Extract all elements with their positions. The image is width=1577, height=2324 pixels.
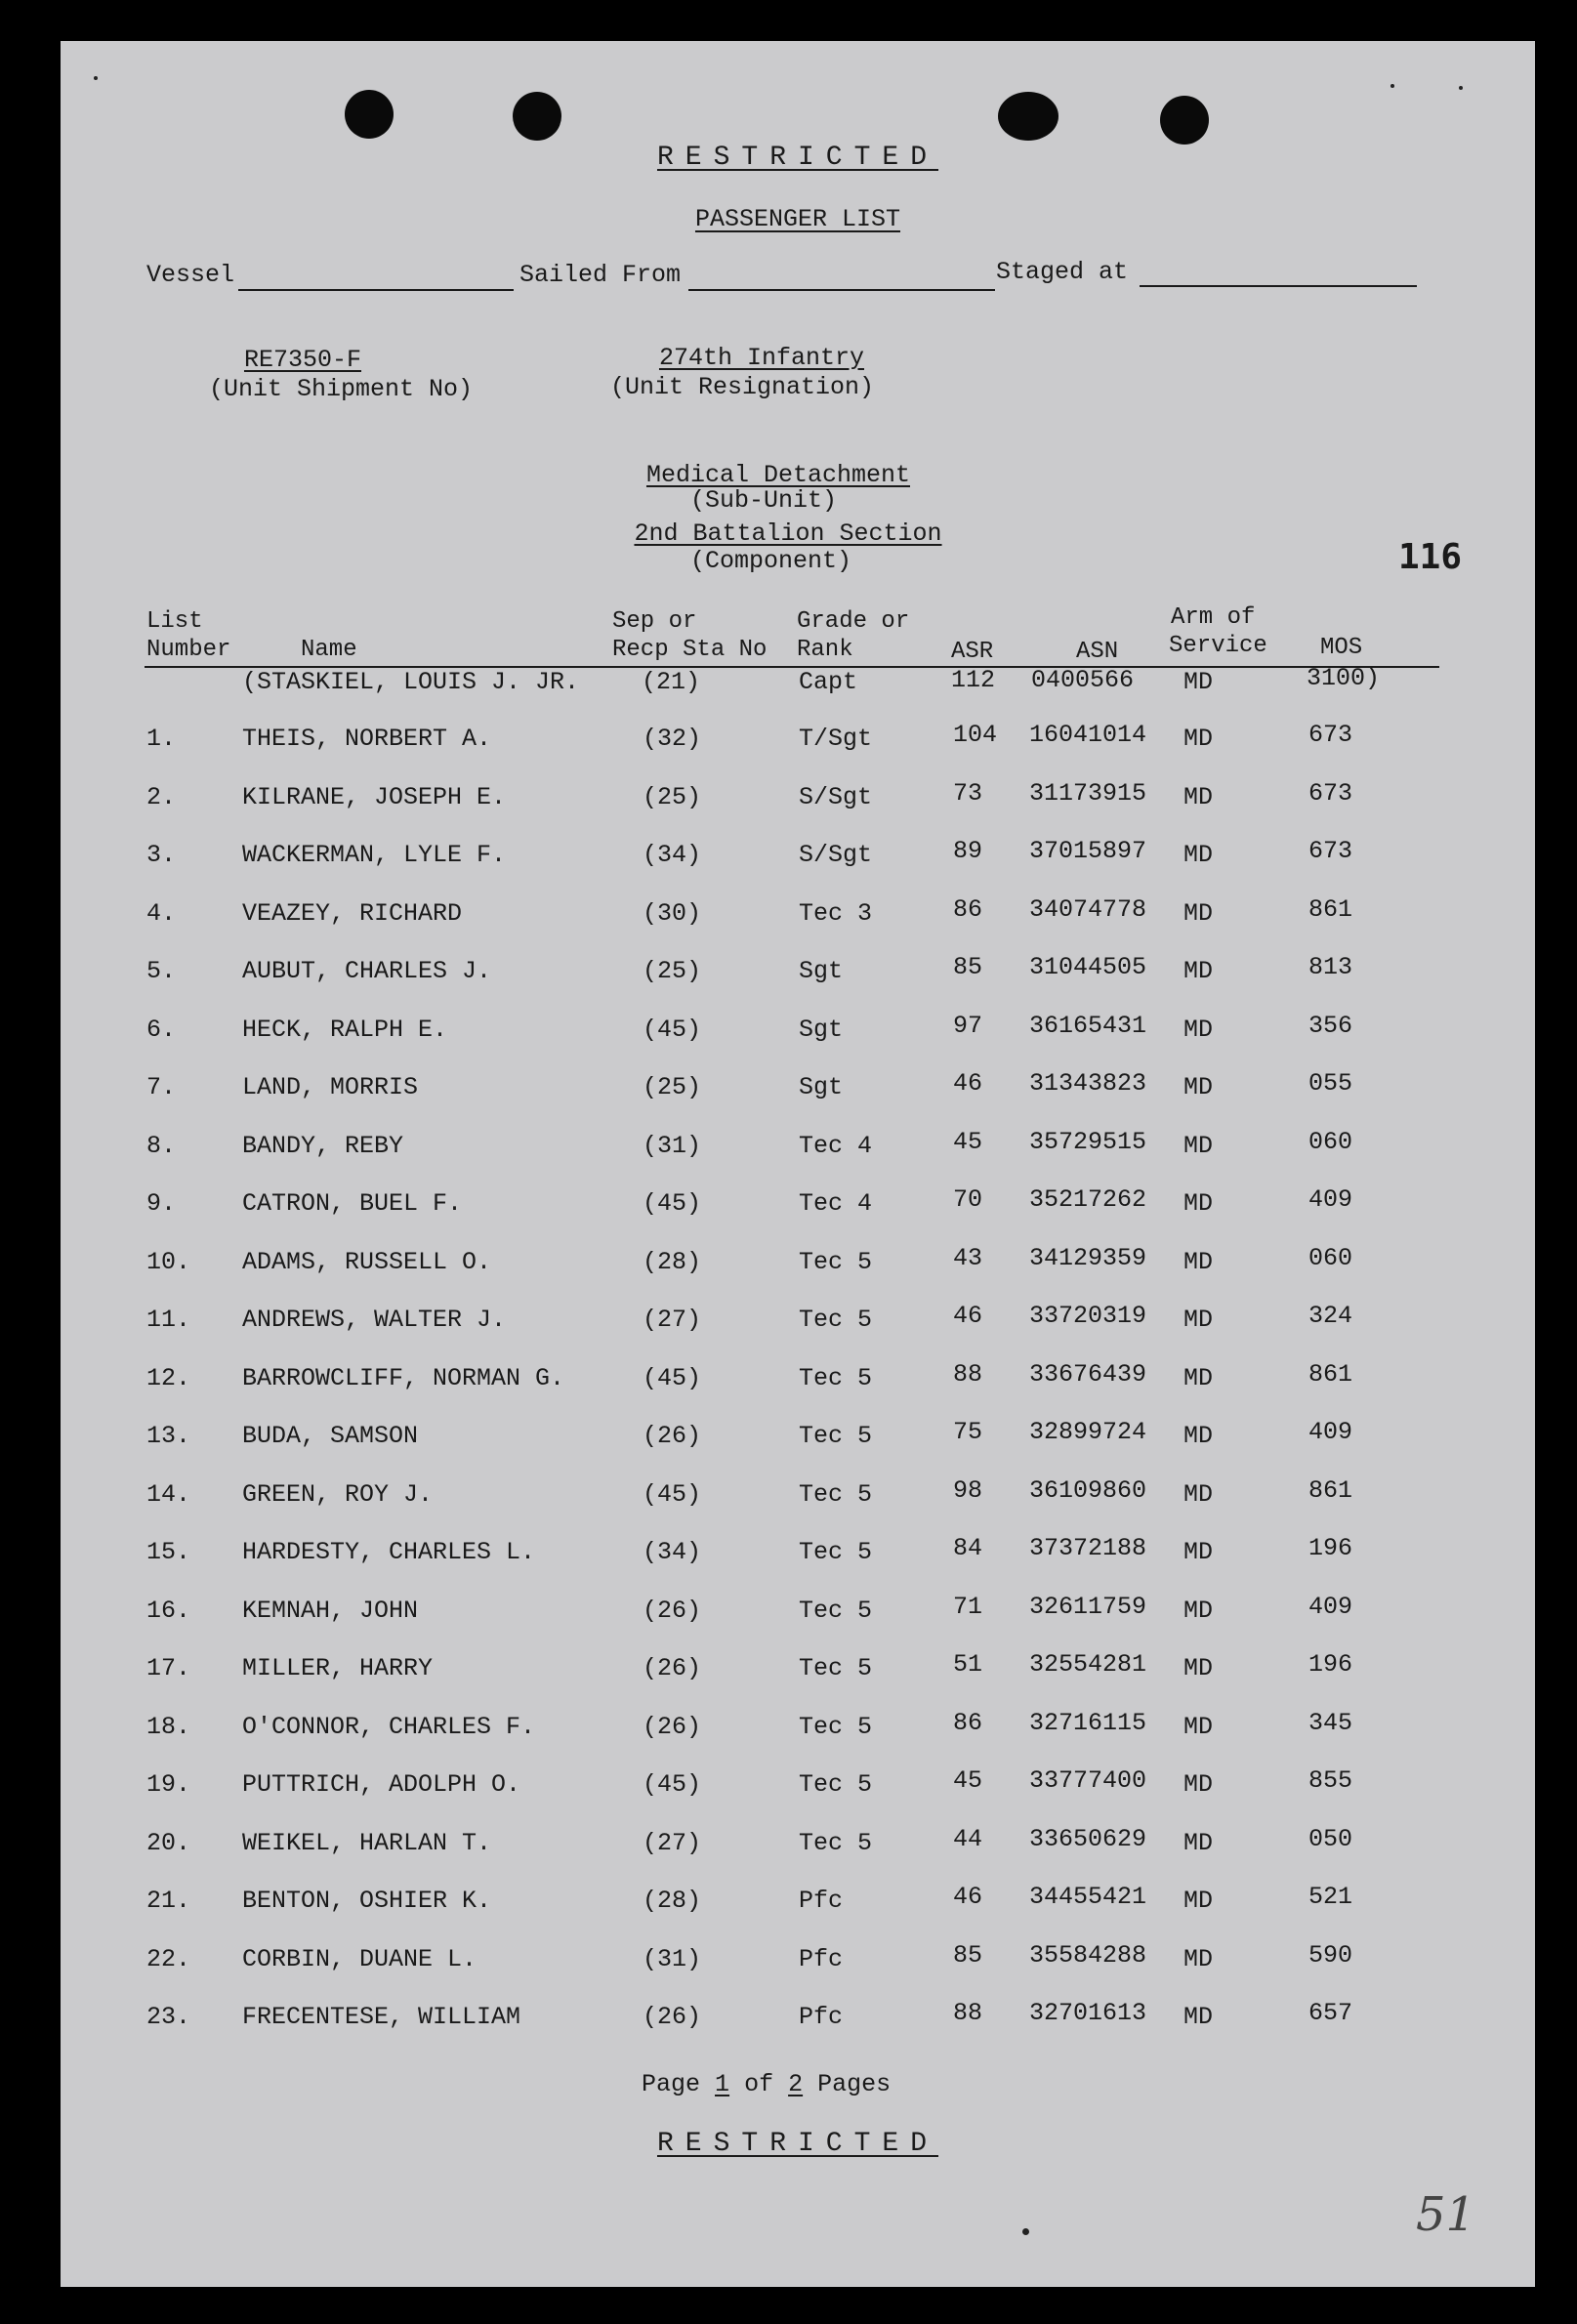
row-number: 14. <box>146 1480 191 1509</box>
row-number: 12. <box>146 1364 191 1392</box>
row-number: 20. <box>146 1829 191 1857</box>
row-asr: 70 <box>953 1185 983 1214</box>
row-mos: 050 <box>1308 1825 1353 1853</box>
row-name: ADAMS, RUSSELL O. <box>242 1248 492 1276</box>
row-mos: 356 <box>1308 1012 1353 1040</box>
officer-mos: 3100) <box>1307 664 1381 692</box>
col-name: Name <box>301 637 357 663</box>
row-sep: (25) <box>643 957 702 985</box>
row-arm: MD <box>1183 957 1214 985</box>
row-asr: 46 <box>953 1069 983 1098</box>
sub-unit-caption: (Sub-Unit) <box>690 486 838 515</box>
row-sep: (31) <box>643 1945 702 1973</box>
row-sep: (25) <box>643 1073 702 1101</box>
row-number: 1. <box>146 725 177 753</box>
row-sep: (25) <box>643 783 702 811</box>
unit-designation: 274th Infantry <box>658 344 865 372</box>
row-asn: 16041014 <box>1029 721 1147 749</box>
row-name: PUTTRICH, ADOLPH O. <box>242 1770 521 1799</box>
row-grade: Tec 5 <box>799 1538 873 1566</box>
row-grade: Tec 5 <box>799 1480 873 1509</box>
row-sep: (28) <box>643 1887 702 1915</box>
row-asr: 104 <box>953 721 998 749</box>
row-grade: Tec 5 <box>799 1597 873 1625</box>
row-name: KILRANE, JOSEPH E. <box>242 783 507 811</box>
row-arm: MD <box>1183 1016 1214 1044</box>
unit-designation-caption: (Unit Resignation) <box>610 373 875 401</box>
row-sep: (26) <box>643 1654 702 1682</box>
speck <box>94 76 98 80</box>
row-arm: MD <box>1183 1654 1214 1682</box>
row-name: LAND, MORRIS <box>242 1073 419 1101</box>
row-asn: 31044505 <box>1029 953 1147 981</box>
row-name: MILLER, HARRY <box>242 1654 434 1682</box>
pages-word: Pages <box>817 2070 892 2098</box>
row-sep: (34) <box>643 1538 702 1566</box>
row-mos: 521 <box>1308 1883 1353 1911</box>
row-asn: 34455421 <box>1029 1883 1147 1911</box>
row-arm: MD <box>1183 1713 1214 1741</box>
row-sep: (45) <box>643 1189 702 1218</box>
row-asr: 43 <box>953 1244 983 1272</box>
row-asr: 46 <box>953 1302 983 1330</box>
officer-grade: Capt <box>799 668 858 696</box>
row-asn: 32899724 <box>1029 1418 1147 1446</box>
row-asr: 98 <box>953 1476 983 1505</box>
col-asn: ASN <box>1076 639 1119 665</box>
row-name: HARDESTY, CHARLES L. <box>242 1538 536 1566</box>
row-sep: (26) <box>643 1597 702 1625</box>
col-asr: ASR <box>951 639 994 665</box>
row-number: 10. <box>146 1248 191 1276</box>
row-mos: 409 <box>1308 1418 1353 1446</box>
row-mos: 861 <box>1308 1476 1353 1505</box>
row-asr: 86 <box>953 1709 983 1737</box>
row-sep: (45) <box>643 1770 702 1799</box>
row-arm: MD <box>1183 1538 1214 1566</box>
row-grade: Tec 5 <box>799 1654 873 1682</box>
row-asn: 36165431 <box>1029 1012 1147 1040</box>
row-number: 8. <box>146 1132 177 1160</box>
vessel-label: Vessel <box>146 261 235 289</box>
officer-name: (STASKIEL, LOUIS J. JR. <box>242 668 580 696</box>
component-caption: (Component) <box>690 547 852 575</box>
row-name: BANDY, REBY <box>242 1132 404 1160</box>
row-name: O'CONNOR, CHARLES F. <box>242 1713 536 1741</box>
row-asr: 45 <box>953 1128 983 1156</box>
row-asn: 35217262 <box>1029 1185 1147 1214</box>
row-mos: 324 <box>1308 1302 1353 1330</box>
row-grade: S/Sgt <box>799 783 873 811</box>
row-number: 11. <box>146 1306 191 1334</box>
unit-shipment-block <box>195 346 410 374</box>
row-mos: 813 <box>1308 953 1353 981</box>
row-number: 5. <box>146 957 177 985</box>
row-arm: MD <box>1183 1248 1214 1276</box>
of-word: of <box>744 2070 774 2098</box>
row-asr: 46 <box>953 1883 983 1911</box>
staged-at-blank <box>1140 285 1417 287</box>
row-arm: MD <box>1183 725 1214 753</box>
row-number: 23. <box>146 2003 191 2031</box>
col-arm-line2: Service <box>1169 633 1267 659</box>
row-name: CORBIN, DUANE L. <box>242 1945 477 1973</box>
page-word: Page <box>642 2070 701 2098</box>
row-asr: 86 <box>953 895 983 924</box>
col-arm-of-service <box>1169 603 1267 660</box>
row-grade: Sgt <box>799 1016 844 1044</box>
row-asn: 33777400 <box>1029 1766 1147 1795</box>
row-number: 9. <box>146 1189 177 1218</box>
row-arm: MD <box>1183 1887 1214 1915</box>
sub-unit: Medical Detachment <box>645 461 911 489</box>
row-arm: MD <box>1183 1480 1214 1509</box>
row-asn: 31343823 <box>1029 1069 1147 1098</box>
vessel-blank <box>238 289 514 291</box>
row-name: WACKERMAN, LYLE F. <box>242 841 507 869</box>
row-grade: Tec 3 <box>799 899 873 928</box>
staged-at-label: Staged at <box>996 258 1129 286</box>
row-asn: 35584288 <box>1029 1941 1147 1970</box>
row-asn: 37015897 <box>1029 837 1147 865</box>
row-sep: (45) <box>643 1364 702 1392</box>
row-name: CATRON, BUEL F. <box>242 1189 463 1218</box>
row-grade: Pfc <box>799 1945 844 1973</box>
officer-sep: (21) <box>642 668 701 696</box>
row-mos: 345 <box>1308 1709 1353 1737</box>
row-asr: 73 <box>953 779 983 808</box>
col-list-number-line2: Number <box>146 637 231 663</box>
row-grade: Tec 5 <box>799 1306 873 1334</box>
row-asr: 89 <box>953 837 983 865</box>
row-mos: 590 <box>1308 1941 1353 1970</box>
row-name: BARROWCLIFF, NORMAN G. <box>242 1364 565 1392</box>
row-number: 2. <box>146 783 177 811</box>
row-sep: (26) <box>643 2003 702 2031</box>
officer-arm: MD <box>1183 668 1214 696</box>
row-mos: 673 <box>1308 837 1353 865</box>
row-arm: MD <box>1183 841 1214 869</box>
col-mos: MOS <box>1320 635 1363 661</box>
col-sep-line2: Recp Sta No <box>612 637 768 663</box>
row-mos: 196 <box>1308 1534 1353 1562</box>
row-asr: 51 <box>953 1650 983 1679</box>
page-number: 1 <box>715 2070 730 2098</box>
col-sep-line1: Sep or <box>612 608 697 635</box>
col-list-number <box>146 607 230 664</box>
row-asn: 36109860 <box>1029 1476 1147 1505</box>
row-asr: 88 <box>953 1360 983 1389</box>
row-grade: T/Sgt <box>799 725 873 753</box>
row-sep: (45) <box>643 1016 702 1044</box>
officer-asn: 0400566 <box>1031 666 1135 694</box>
component-block <box>588 519 988 548</box>
row-asn: 33650629 <box>1029 1825 1147 1853</box>
row-asn: 32716115 <box>1029 1709 1147 1737</box>
row-asn: 33720319 <box>1029 1302 1147 1330</box>
row-number: 4. <box>146 899 177 928</box>
row-sep: (30) <box>643 899 702 928</box>
row-sep: (27) <box>643 1306 702 1334</box>
row-asn: 33676439 <box>1029 1360 1147 1389</box>
row-arm: MD <box>1183 1597 1214 1625</box>
row-grade: Tec 4 <box>799 1132 873 1160</box>
row-mos: 657 <box>1308 1999 1353 2027</box>
row-number: 6. <box>146 1016 177 1044</box>
row-arm: MD <box>1183 783 1214 811</box>
row-number: 7. <box>146 1073 177 1101</box>
row-arm: MD <box>1183 1132 1214 1160</box>
row-arm: MD <box>1183 1073 1214 1101</box>
row-asn: 37372188 <box>1029 1534 1147 1562</box>
row-name: VEAZEY, RICHARD <box>242 899 463 928</box>
stamp-number: 116 <box>1398 537 1463 577</box>
row-name: BENTON, OSHIER K. <box>242 1887 492 1915</box>
row-asr: 75 <box>953 1418 983 1446</box>
punch-hole <box>1160 96 1209 145</box>
row-name: BUDA, SAMSON <box>242 1422 419 1450</box>
row-asn: 32611759 <box>1029 1593 1147 1621</box>
row-sep: (31) <box>643 1132 702 1160</box>
page-title: PASSENGER LIST <box>694 205 901 233</box>
row-grade: Sgt <box>799 957 844 985</box>
row-asr: 84 <box>953 1534 983 1562</box>
col-list-number-line1: List <box>146 608 203 635</box>
speck <box>1022 2228 1029 2235</box>
row-number: 18. <box>146 1713 191 1741</box>
punch-hole <box>345 90 394 139</box>
row-mos: 855 <box>1308 1766 1353 1795</box>
row-sep: (32) <box>643 725 702 753</box>
row-mos: 060 <box>1308 1244 1353 1272</box>
document-page <box>61 41 1535 2287</box>
row-arm: MD <box>1183 899 1214 928</box>
row-asr: 85 <box>953 953 983 981</box>
unit-shipment-caption: (Unit Shipment No) <box>209 375 474 403</box>
col-sep-recp <box>612 607 767 664</box>
sub-unit-block <box>607 461 949 489</box>
row-number: 17. <box>146 1654 191 1682</box>
row-arm: MD <box>1183 2003 1214 2031</box>
row-mos: 055 <box>1308 1069 1353 1098</box>
row-grade: Tec 5 <box>799 1829 873 1857</box>
row-arm: MD <box>1183 1189 1214 1218</box>
row-asr: 85 <box>953 1941 983 1970</box>
row-arm: MD <box>1183 1829 1214 1857</box>
row-asn: 34074778 <box>1029 895 1147 924</box>
row-name: KEMNAH, JOHN <box>242 1597 419 1625</box>
row-grade: Tec 5 <box>799 1770 873 1799</box>
row-number: 16. <box>146 1597 191 1625</box>
page-indicator <box>642 2070 891 2098</box>
unit-designation-block <box>610 344 913 372</box>
row-asr: 71 <box>953 1593 983 1621</box>
row-grade: Tec 5 <box>799 1422 873 1450</box>
handwritten-note: 51 <box>1416 2187 1476 2242</box>
row-mos: 409 <box>1308 1593 1353 1621</box>
row-mos: 861 <box>1308 895 1353 924</box>
row-grade: Tec 4 <box>799 1189 873 1218</box>
row-number: 15. <box>146 1538 191 1566</box>
row-grade: Sgt <box>799 1073 844 1101</box>
speck <box>1390 84 1394 88</box>
row-arm: MD <box>1183 1364 1214 1392</box>
row-grade: Tec 5 <box>799 1248 873 1276</box>
row-number: 21. <box>146 1887 191 1915</box>
component: 2nd Battalion Section <box>634 519 942 548</box>
row-grade: S/Sgt <box>799 841 873 869</box>
row-arm: MD <box>1183 1306 1214 1334</box>
col-arm-line1: Arm of <box>1171 604 1256 631</box>
col-grade-line1: Grade or <box>797 608 910 635</box>
row-number: 19. <box>146 1770 191 1799</box>
row-asn: 34129359 <box>1029 1244 1147 1272</box>
row-mos: 673 <box>1308 721 1353 749</box>
row-asn: 32554281 <box>1029 1650 1147 1679</box>
row-name: WEIKEL, HARLAN T. <box>242 1829 492 1857</box>
punch-hole <box>513 92 561 141</box>
row-sep: (27) <box>643 1829 702 1857</box>
row-asn: 32701613 <box>1029 1999 1147 2027</box>
col-grade-line2: Rank <box>797 637 853 663</box>
row-mos: 196 <box>1308 1650 1353 1679</box>
row-asr: 88 <box>953 1999 983 2027</box>
row-arm: MD <box>1183 1770 1214 1799</box>
row-arm: MD <box>1183 1422 1214 1450</box>
row-mos: 861 <box>1308 1360 1353 1389</box>
row-grade: Pfc <box>799 2003 844 2031</box>
row-name: FRECENTESE, WILLIAM <box>242 2003 521 2031</box>
officer-asr: 112 <box>951 666 996 694</box>
row-mos: 409 <box>1308 1185 1353 1214</box>
sailed-from-label: Sailed From <box>519 261 682 289</box>
classification-header: RESTRICTED <box>656 143 939 173</box>
row-mos: 060 <box>1308 1128 1353 1156</box>
row-name: THEIS, NORBERT A. <box>242 725 492 753</box>
row-arm: MD <box>1183 1945 1214 1973</box>
col-grade <box>797 607 909 664</box>
punch-hole <box>998 92 1058 141</box>
row-sep: (26) <box>643 1422 702 1450</box>
row-sep: (34) <box>643 841 702 869</box>
row-mos: 673 <box>1308 779 1353 808</box>
row-sep: (26) <box>643 1713 702 1741</box>
unit-shipment-no: RE7350-F <box>243 346 362 374</box>
row-asr: 97 <box>953 1012 983 1040</box>
row-number: 13. <box>146 1422 191 1450</box>
row-grade: Tec 5 <box>799 1364 873 1392</box>
row-asr: 45 <box>953 1766 983 1795</box>
sailed-from-blank <box>688 289 995 291</box>
row-name: ANDREWS, WALTER J. <box>242 1306 507 1334</box>
row-name: HECK, RALPH E. <box>242 1016 448 1044</box>
row-grade: Tec 5 <box>799 1713 873 1741</box>
row-sep: (28) <box>643 1248 702 1276</box>
row-name: AUBUT, CHARLES J. <box>242 957 492 985</box>
row-sep: (45) <box>643 1480 702 1509</box>
row-asr: 44 <box>953 1825 983 1853</box>
speck <box>1459 86 1463 90</box>
row-asn: 35729515 <box>1029 1128 1147 1156</box>
row-number: 22. <box>146 1945 191 1973</box>
row-number: 3. <box>146 841 177 869</box>
row-name: GREEN, ROY J. <box>242 1480 434 1509</box>
classification-footer: RESTRICTED <box>656 2129 939 2159</box>
page-total: 2 <box>788 2070 804 2098</box>
row-grade: Pfc <box>799 1887 844 1915</box>
row-asn: 31173915 <box>1029 779 1147 808</box>
